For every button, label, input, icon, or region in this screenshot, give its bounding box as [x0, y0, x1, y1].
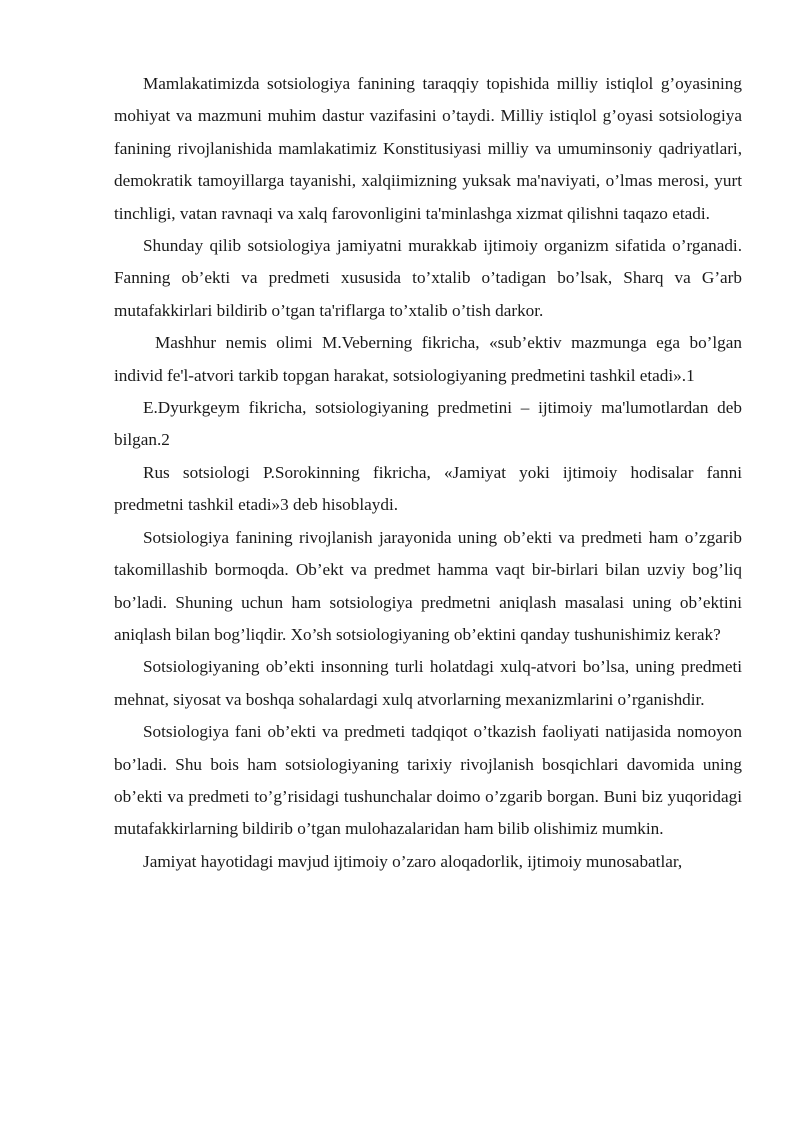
- paragraph-veber: Mashhur nemis olimi M.Veberning fikricha, «sub’ektiv mazmunga ega bo’lgan individ fe'l-atvori tarkib topgan harakat, sotsiologiyaning predmetini tashkil etadi».1: [114, 333, 742, 385]
- paragraph-jamiyat-hayoti: Jamiyat hayotidagi mavjud ijtimoiy o’zaro aloqadorlik, ijtimoiy munosabatlar,: [143, 851, 683, 871]
- paragraph-jamiyat-organizm: Shunday qilib sotsiologiya jamiyatni murakkab ijtimoiy organizm sifatida o’rganadi. Fanning ob’ekti va predmeti xususida to’xtalib o’tadigan bo’lsak, Sharq va G’arb mutafakkirlari bildirib o’tgan ta'riflarga to’xtalib o’tish darkor.: [114, 236, 742, 320]
- paragraph-rivojlanish: Sotsiologiya fanining rivojlanish jarayonida uning ob’ekti va predmeti ham o’zgarib takomillashib bormoqda. Ob’ekt va predmet hamma vaqt bir-birlari bilan uzviy bog’liq bo’ladi. Shuning uchun ham sotsiologiya predmetni aniqlash masalasi uning ob’ektini aniqlash bilan bog’liqdir. Xo’sh sotsiologiyaning ob’ektini qanday tushunishimiz kerak?: [114, 527, 742, 644]
- document-page: [114, 68, 742, 878]
- paragraph-milliy-istiqlol: Mamlakatimizda sotsiologiya fanining taraqqiy topishida milliy istiqlol g’oyasining mohiyat va mazmuni muhim dastur vazifasini o’taydi. Milliy istiqlol g’oyasi sotsiologiya fanining rivojlanishida mamlakatimiz Konstitusiyasi milliy va umuminsoniy qadriyatlari, demokratik tamoyillarga tayanishi, xalqiimizning yuksak ma'naviyati, o’lmas merosi, yurt tinchligi, vatan ravnaqi va xalq farovonligini ta'minlashga xizmat qilishni taqazo etadi.: [114, 74, 742, 223]
- paragraph-obekti-predmeti: Sotsiologiyaning ob’ekti insonning turli holatdagi xulq-atvori bo’lsa, uning predmeti mehnat, siyosat va boshqa sohalardagi xulq atvorlarning mexanizmlarini o’rganishdir.: [114, 657, 742, 709]
- paragraph-tadqiqot: Sotsiologiya fani ob’ekti va predmeti tadqiqot o’tkazish faoliyati natijasida nomoyon bo’ladi. Shu bois ham sotsiologiyaning tarixiy rivojlanish bosqichlari davomida uning ob’ekti va predmeti to’g’risidagi tushunchalar doimo o’zgarib borgan. Buni biz yuqoridagi mutafakkirlarning bildirib o’tgan mulohazalaridan ham bilib olishimiz mumkin.: [114, 722, 742, 839]
- paragraph-sorokin: Rus sotsiologi P.Sorokinning fikricha, «Jamiyat yoki ijtimoiy hodisalar fanni predmetni tashkil etadi»3 deb hisoblaydi.: [114, 462, 742, 515]
- paragraph-dyurkgeym: E.Dyurkgeym fikricha, sotsiologiyaning predmetini – ijtimoiy ma'lumotlardan deb bilgan.2: [114, 398, 742, 450]
